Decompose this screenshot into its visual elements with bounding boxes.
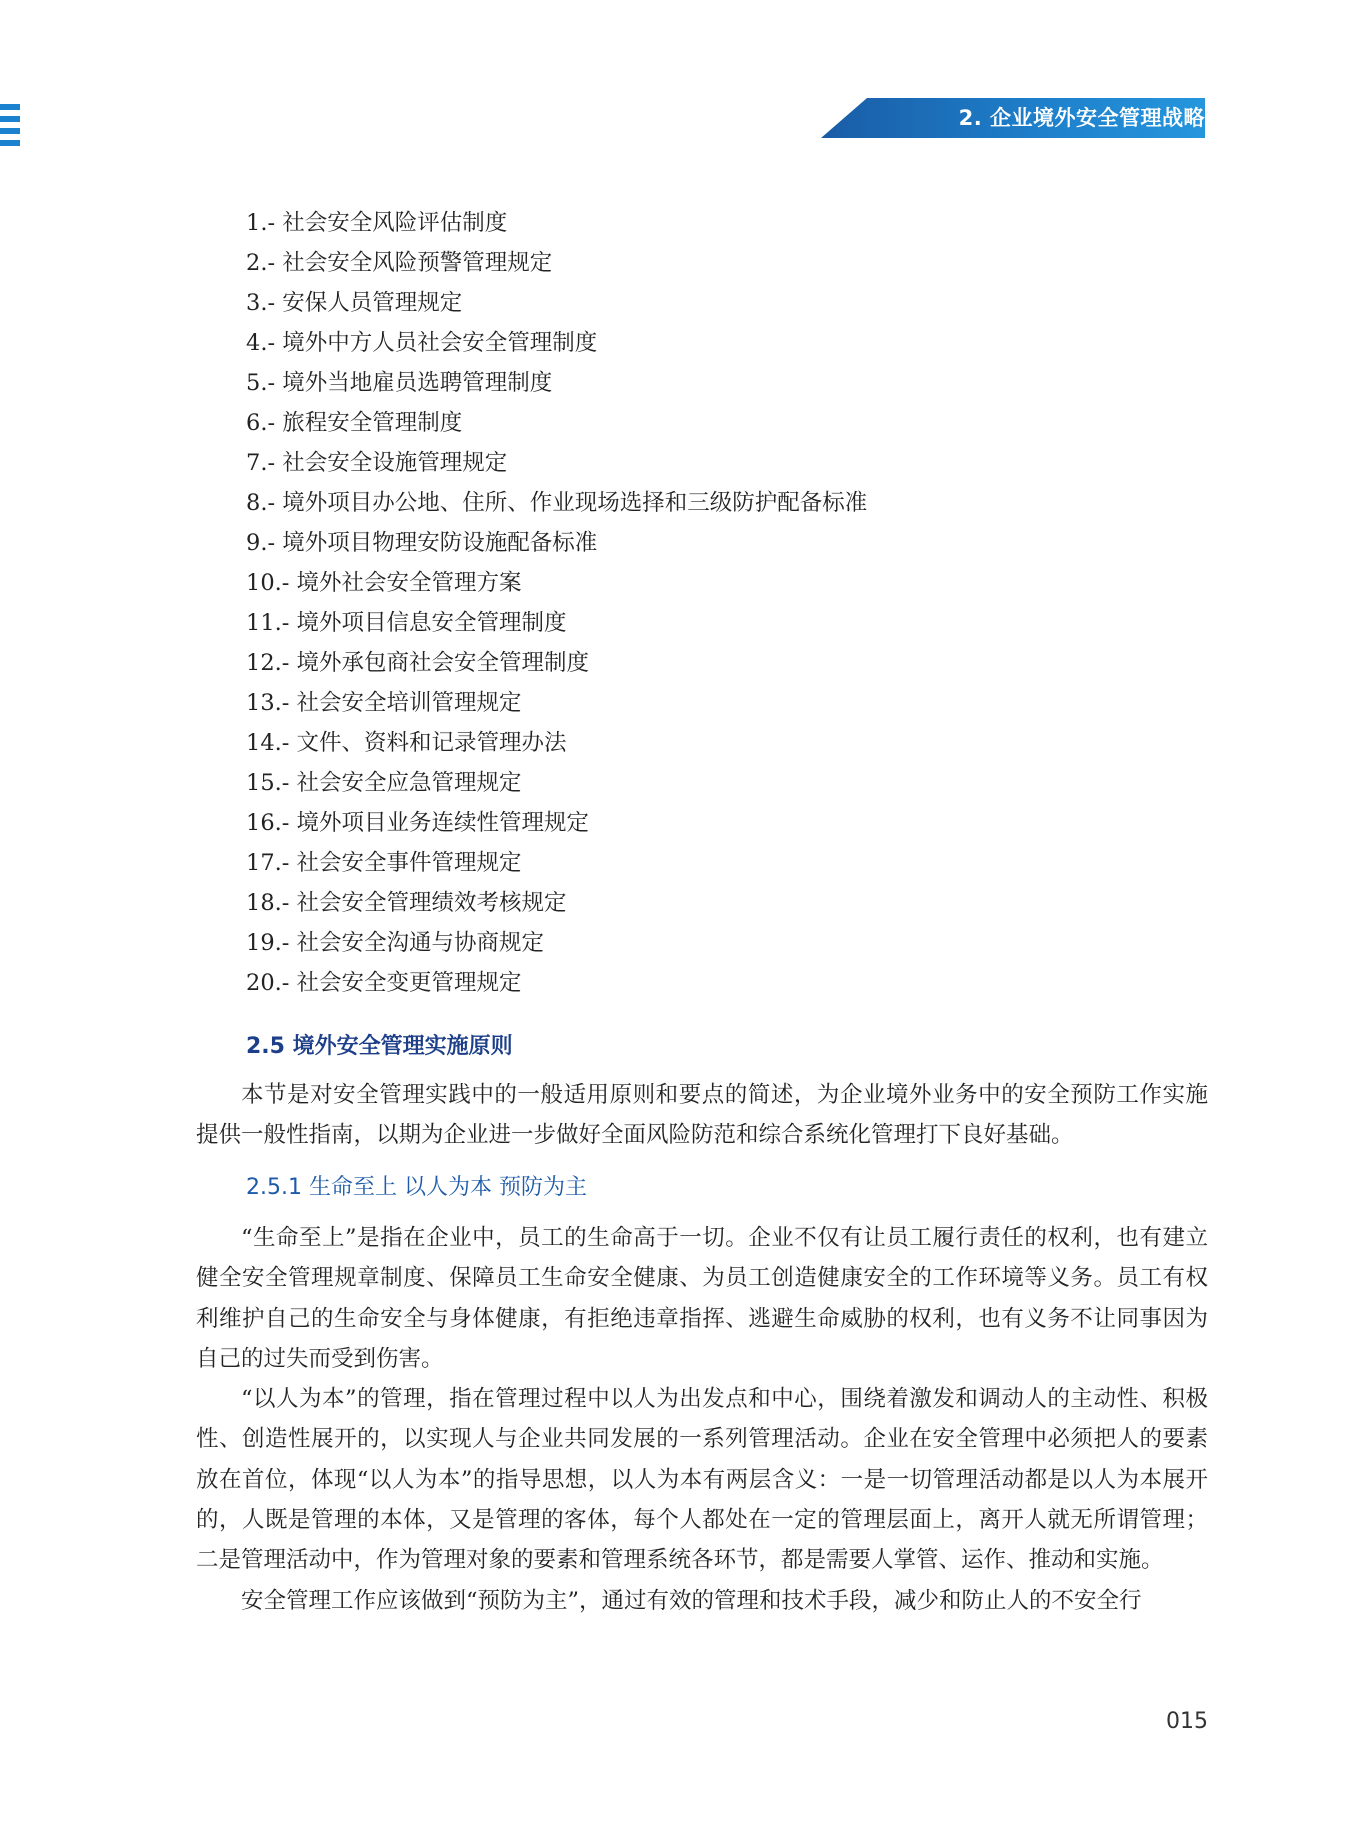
list-item: 14.- 文件、资料和记录管理办法 — [246, 730, 567, 756]
list-item: 3.- 安保人员管理规定 — [246, 290, 463, 316]
section-heading: 2.5 境外安全管理实施原则 — [246, 1034, 513, 1059]
list-item: 15.- 社会安全应急管理规定 — [246, 770, 522, 796]
paragraph: 安全管理工作应该做到“预防为主”，通过有效的管理和技术手段，减少和防止人的不安全行 — [241, 1587, 1142, 1614]
list-item: 8.- 境外项目办公地、住所、作业现场选择和三级防护配备标准 — [246, 490, 868, 516]
list-item: 6.- 旅程安全管理制度 — [246, 410, 463, 436]
chapter-title: 2. 企业境外安全管理战略 — [958, 106, 1205, 130]
list-item: 12.- 境外承包商社会安全管理制度 — [246, 650, 590, 676]
document-list — [246, 203, 867, 1003]
paragraph: “以人为本”的管理，指在管理过程中以人为出发点和中心，围绕着激发和调动人的主动性、积极性、创造性展开的，以实现人与企业共同发展的一系列管理活动。企业在安全管理中必须把人的要素放在首位，体现“以人为本”的指导思想，以人为本有两层含义：一是一切管理活动都是以人为本展开的，人既是管理的本体，又是管理的客体，每个人都处在一定的管理层面上，离开人就无所谓管理；二是管理活动中，作为管理对象的要素和管理系统各环节，都是需要人掌管、运作、推动和实施。 — [196, 1386, 1208, 1574]
list-item: 7.- 社会安全设施管理规定 — [246, 450, 508, 476]
paragraph: “生命至上”是指在企业中，员工的生命高于一切。企业不仅有让员工履行责任的权利，也有建立健全安全管理规章制度、保障员工生命安全健康、为员工创造健康安全的工作环境等义务。员工有权利维护自己的生命安全与身体健康，有拒绝违章指挥、逃避生命威胁的权利，也有义务不让同事因为自己的过失而受到伤害。 — [196, 1225, 1208, 1372]
list-item: 17.- 社会安全事件管理规定 — [246, 850, 522, 876]
page-number: 015 — [1166, 1709, 1208, 1734]
subsection-heading: 2.5.1 生命至上 以人为本 预防为主 — [246, 1175, 587, 1200]
section-intro — [196, 1075, 1208, 1156]
side-chapter-marker — [0, 104, 20, 152]
list-item: 10.- 境外社会安全管理方案 — [246, 570, 522, 596]
list-item: 2.- 社会安全风险预警管理规定 — [246, 250, 553, 276]
marker-bar — [0, 116, 20, 122]
subsection-body — [196, 1218, 1208, 1621]
list-item: 20.- 社会安全变更管理规定 — [246, 970, 522, 996]
list-item: 11.- 境外项目信息安全管理制度 — [246, 610, 567, 636]
marker-bar — [0, 128, 20, 134]
list-item: 19.- 社会安全沟通与协商规定 — [246, 930, 545, 956]
list-item: 18.- 社会安全管理绩效考核规定 — [246, 890, 567, 916]
list-item: 13.- 社会安全培训管理规定 — [246, 690, 522, 716]
list-item: 16.- 境外项目业务连续性管理规定 — [246, 810, 590, 836]
list-item: 1.- 社会安全风险评估制度 — [246, 210, 508, 236]
list-item: 9.- 境外项目物理安防设施配备标准 — [246, 530, 598, 556]
list-item: 4.- 境外中方人员社会安全管理制度 — [246, 330, 598, 356]
marker-bar — [0, 140, 20, 146]
intro-paragraph: 本节是对安全管理实践中的一般适用原则和要点的简述，为企业境外业务中的安全预防工作实施提供一般性指南，以期为企业进一步做好全面风险防范和综合系统化管理打下良好基础。 — [196, 1082, 1208, 1149]
list-item: 5.- 境外当地雇员选聘管理制度 — [246, 370, 553, 396]
marker-bar — [0, 104, 20, 110]
